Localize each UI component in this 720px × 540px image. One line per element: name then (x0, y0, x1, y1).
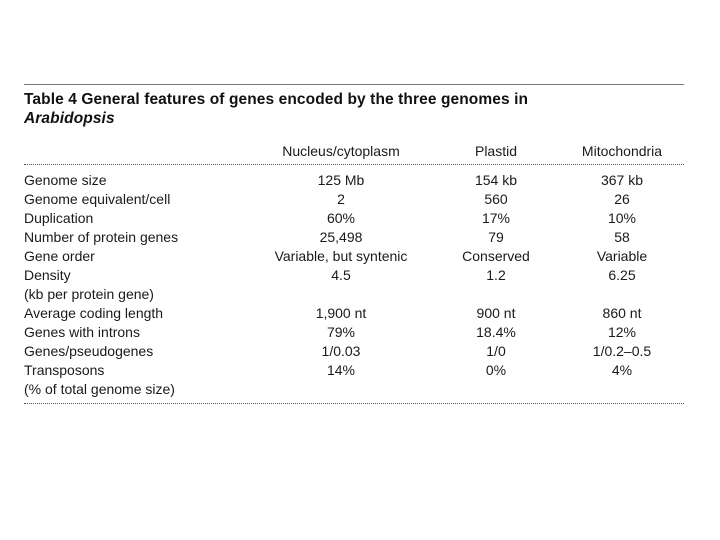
cell-plastid: 17% (481, 210, 511, 226)
table-row (24, 361, 684, 380)
table-row (24, 171, 684, 190)
table-row (24, 323, 684, 342)
row-label: Duplication (24, 210, 94, 226)
table-body (24, 171, 684, 399)
table-row (24, 247, 684, 266)
caption-species: Arabidopsis (24, 110, 115, 127)
row-label: Density (24, 267, 71, 283)
row-label: Genome size (24, 172, 107, 188)
table-row (24, 342, 684, 361)
table-caption (24, 90, 684, 128)
cell-plastid: 79 (488, 229, 504, 245)
cell-plastid: 560 (484, 191, 508, 207)
cell-plastid: 18.4% (476, 324, 516, 340)
caption-title: Table 4 General features of genes encoded by the three genomes in (24, 91, 529, 108)
header-divider (24, 164, 684, 165)
cell-nucleus: 14% (326, 362, 356, 378)
cell-mitochondria: 58 (614, 229, 630, 245)
table-row (24, 266, 684, 285)
row-label: Average coding length (24, 305, 164, 321)
cell-mitochondria: 6.25 (608, 267, 636, 283)
cell-plastid (432, 285, 560, 304)
cell-mitochondria: 860 nt (602, 305, 642, 321)
cell-plastid: Conserved (462, 248, 530, 264)
cell-nucleus: 1/0.03 (321, 343, 361, 359)
header-cell-mitochondria: Mitochondria (581, 143, 663, 159)
table-row (24, 304, 684, 323)
cell-nucleus: 1,900 nt (315, 305, 367, 321)
cell-mitochondria: 12% (607, 324, 637, 340)
cell-plastid: 0% (485, 362, 507, 378)
cell-plastid (432, 380, 560, 399)
row-label: Transposons (24, 362, 105, 378)
cell-plastid: 900 nt (476, 305, 516, 321)
cell-nucleus: 79% (326, 324, 356, 340)
cell-nucleus: 4.5 (331, 267, 351, 283)
cell-mitochondria: 4% (611, 362, 633, 378)
row-label: (kb per protein gene) (24, 286, 154, 302)
table-header (24, 137, 684, 159)
row-label: Genes/pseudogenes (24, 343, 154, 359)
cell-mitochondria: 10% (607, 210, 637, 226)
cell-nucleus: Variable, but syntenic (274, 248, 408, 264)
cell-plastid: 1.2 (486, 267, 506, 283)
bottom-divider (24, 403, 684, 404)
row-label: (% of total genome size) (24, 381, 175, 397)
cell-nucleus (250, 380, 432, 399)
table-row (24, 190, 684, 209)
cell-plastid: 154 kb (474, 172, 518, 188)
cell-nucleus: 60% (326, 210, 356, 226)
row-label: Genes with introns (24, 324, 140, 340)
table-row (24, 228, 684, 247)
top-rule (24, 84, 684, 85)
header-cell-plastid: Plastid (474, 143, 518, 159)
cell-nucleus (250, 285, 432, 304)
cell-mitochondria: 367 kb (600, 172, 644, 188)
header-cell-nucleus: Nucleus/cytoplasm (282, 143, 400, 159)
row-label: Gene order (24, 248, 95, 264)
cell-mitochondria (560, 285, 684, 304)
row-label: Genome equivalent/cell (24, 191, 171, 207)
cell-mitochondria (560, 380, 684, 399)
cell-mitochondria: 26 (614, 191, 630, 207)
table-row (24, 285, 684, 304)
cell-nucleus: 2 (337, 191, 345, 207)
cell-nucleus: 125 Mb (317, 172, 365, 188)
cell-nucleus: 25,498 (319, 229, 363, 245)
table-row (24, 380, 684, 399)
row-label: Number of protein genes (24, 229, 179, 245)
table-row (24, 209, 684, 228)
table-figure (24, 84, 684, 404)
cell-mitochondria: 1/0.2–0.5 (592, 343, 652, 359)
cell-mitochondria: Variable (596, 248, 648, 264)
cell-plastid: 1/0 (486, 343, 506, 359)
